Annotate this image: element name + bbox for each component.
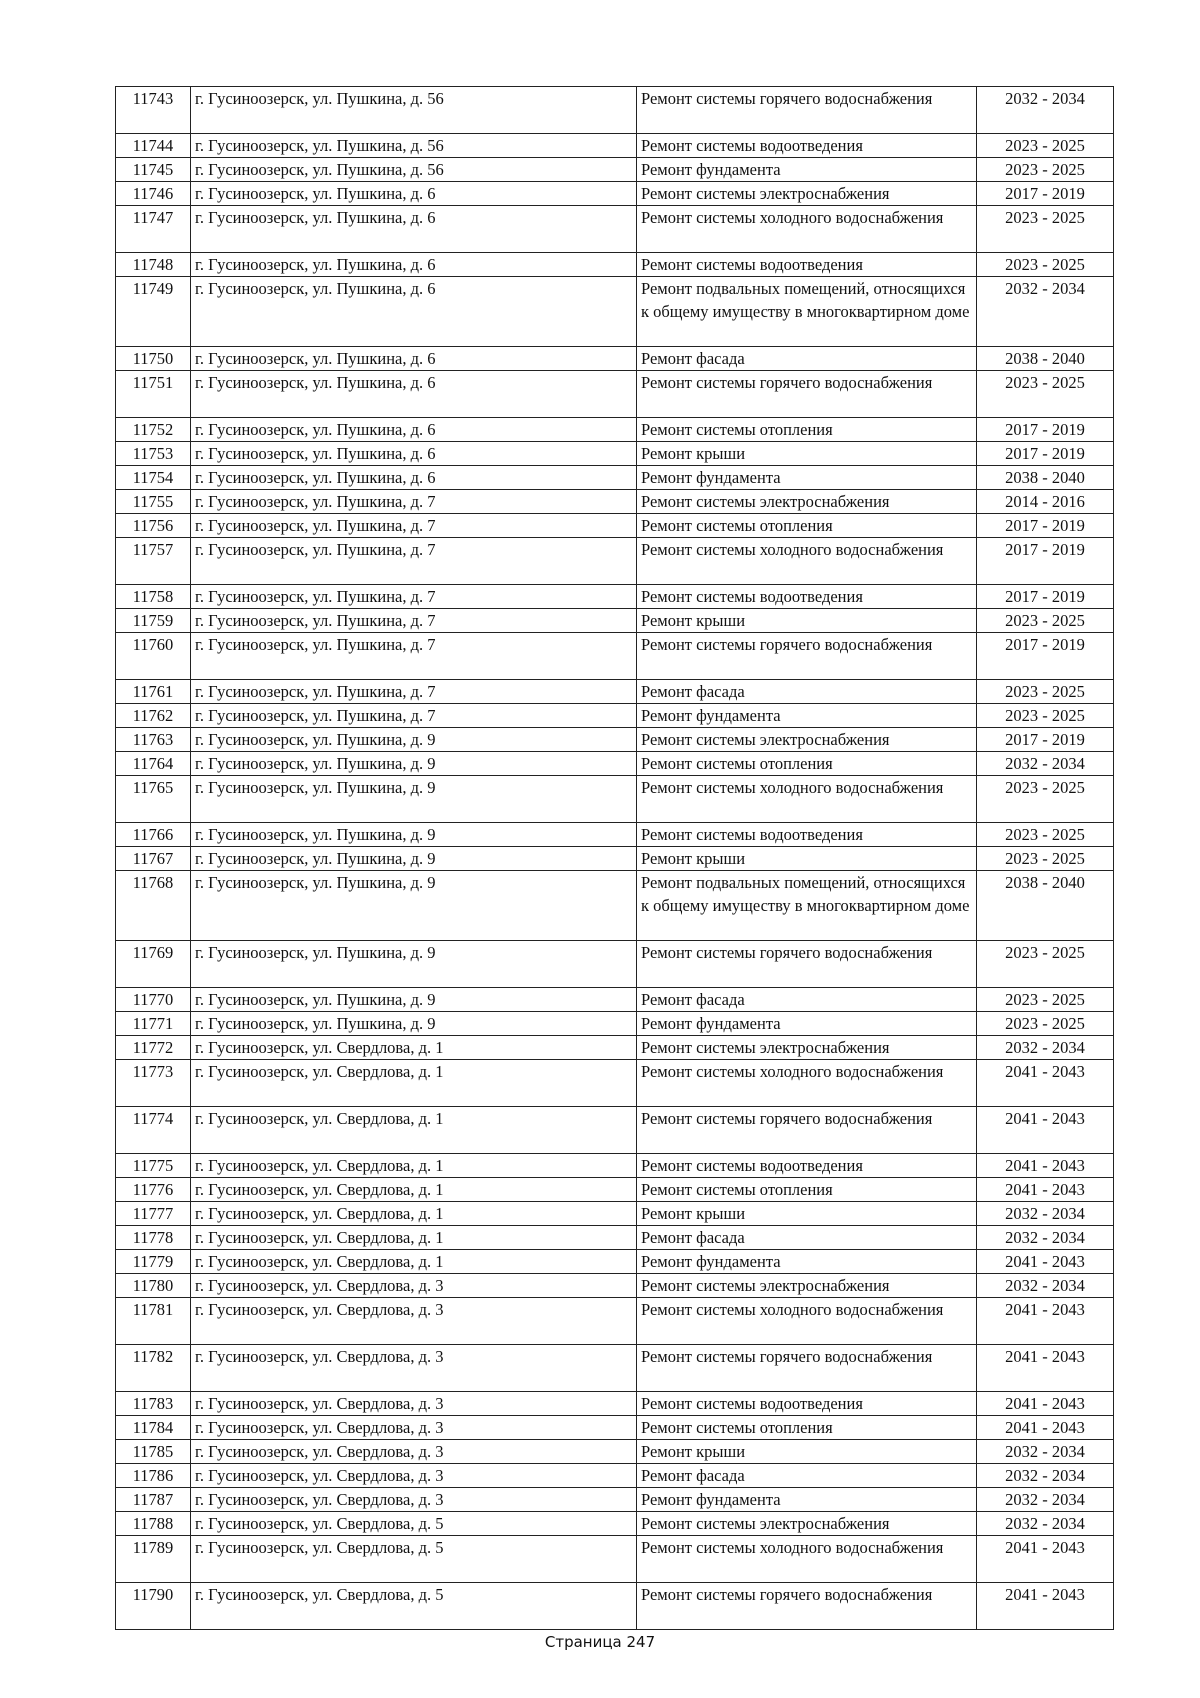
row-number: 11780 xyxy=(116,1274,191,1298)
row-period: 2041 - 2043 xyxy=(977,1536,1114,1583)
row-work-type: Ремонт системы холодного водоснабжения xyxy=(637,1536,977,1583)
row-address: г. Гусиноозерск, ул. Пушкина, д. 9 xyxy=(191,871,637,941)
row-address: г. Гусиноозерск, ул. Пушкина, д. 7 xyxy=(191,585,637,609)
row-address: г. Гусиноозерск, ул. Пушкина, д. 9 xyxy=(191,1012,637,1036)
row-work-type: Ремонт системы отопления xyxy=(637,1416,977,1440)
row-period: 2023 - 2025 xyxy=(977,941,1114,988)
row-period: 2023 - 2025 xyxy=(977,1012,1114,1036)
row-address: г. Гусиноозерск, ул. Пушкина, д. 6 xyxy=(191,466,637,490)
table-row xyxy=(116,1107,1114,1154)
row-period: 2032 - 2034 xyxy=(977,1274,1114,1298)
row-address: г. Гусиноозерск, ул. Пушкина, д. 9 xyxy=(191,941,637,988)
row-period: 2041 - 2043 xyxy=(977,1298,1114,1345)
row-address: г. Гусиноозерск, ул. Пушкина, д. 6 xyxy=(191,253,637,277)
row-number: 11751 xyxy=(116,371,191,418)
row-work-type: Ремонт системы горячего водоснабжения xyxy=(637,1583,977,1630)
table-row xyxy=(116,609,1114,633)
row-work-type: Ремонт фасада xyxy=(637,1226,977,1250)
row-address: г. Гусиноозерск, ул. Пушкина, д. 9 xyxy=(191,823,637,847)
row-number: 11789 xyxy=(116,1536,191,1583)
row-address: г. Гусиноозерск, ул. Свердлова, д. 3 xyxy=(191,1345,637,1392)
row-address: г. Гусиноозерск, ул. Свердлова, д. 3 xyxy=(191,1464,637,1488)
row-period: 2014 - 2016 xyxy=(977,490,1114,514)
row-work-type: Ремонт системы горячего водоснабжения xyxy=(637,941,977,988)
row-work-type: Ремонт крыши xyxy=(637,609,977,633)
row-number: 11746 xyxy=(116,182,191,206)
row-work-type: Ремонт системы электроснабжения xyxy=(637,1274,977,1298)
row-period: 2017 - 2019 xyxy=(977,442,1114,466)
row-work-type: Ремонт системы отопления xyxy=(637,752,977,776)
row-work-type: Ремонт фасада xyxy=(637,347,977,371)
row-work-type: Ремонт фундамента xyxy=(637,1250,977,1274)
row-number: 11757 xyxy=(116,538,191,585)
row-work-type: Ремонт фундамента xyxy=(637,466,977,490)
row-address: г. Гусиноозерск, ул. Пушкина, д. 7 xyxy=(191,633,637,680)
row-number: 11769 xyxy=(116,941,191,988)
row-period: 2023 - 2025 xyxy=(977,158,1114,182)
table-body xyxy=(116,87,1114,1630)
row-period: 2032 - 2034 xyxy=(977,1226,1114,1250)
row-number: 11758 xyxy=(116,585,191,609)
row-number: 11764 xyxy=(116,752,191,776)
row-period: 2032 - 2034 xyxy=(977,1512,1114,1536)
row-number: 11743 xyxy=(116,87,191,134)
row-work-type: Ремонт фундамента xyxy=(637,704,977,728)
row-number: 11761 xyxy=(116,680,191,704)
row-work-type: Ремонт крыши xyxy=(637,1440,977,1464)
row-address: г. Гусиноозерск, ул. Пушкина, д. 7 xyxy=(191,490,637,514)
row-number: 11750 xyxy=(116,347,191,371)
row-number: 11768 xyxy=(116,871,191,941)
table-row xyxy=(116,728,1114,752)
table-row xyxy=(116,585,1114,609)
table-row xyxy=(116,988,1114,1012)
row-address: г. Гусиноозерск, ул. Свердлова, д. 3 xyxy=(191,1440,637,1464)
row-work-type: Ремонт системы горячего водоснабжения xyxy=(637,1107,977,1154)
row-address: г. Гусиноозерск, ул. Свердлова, д. 1 xyxy=(191,1060,637,1107)
row-number: 11749 xyxy=(116,277,191,347)
row-period: 2023 - 2025 xyxy=(977,680,1114,704)
row-number: 11755 xyxy=(116,490,191,514)
row-period: 2032 - 2034 xyxy=(977,1202,1114,1226)
row-work-type: Ремонт крыши xyxy=(637,1202,977,1226)
row-number: 11772 xyxy=(116,1036,191,1060)
row-number: 11776 xyxy=(116,1178,191,1202)
table-row xyxy=(116,776,1114,823)
row-work-type: Ремонт крыши xyxy=(637,442,977,466)
table-row xyxy=(116,1250,1114,1274)
row-address: г. Гусиноозерск, ул. Пушкина, д. 9 xyxy=(191,988,637,1012)
row-address: г. Гусиноозерск, ул. Пушкина, д. 6 xyxy=(191,347,637,371)
table-row xyxy=(116,182,1114,206)
row-period: 2023 - 2025 xyxy=(977,253,1114,277)
row-address: г. Гусиноозерск, ул. Свердлова, д. 1 xyxy=(191,1226,637,1250)
table-row xyxy=(116,1298,1114,1345)
row-period: 2023 - 2025 xyxy=(977,609,1114,633)
row-work-type: Ремонт системы водоотведения xyxy=(637,585,977,609)
row-number: 11788 xyxy=(116,1512,191,1536)
row-address: г. Гусиноозерск, ул. Пушкина, д. 6 xyxy=(191,182,637,206)
table-row xyxy=(116,1536,1114,1583)
row-period: 2017 - 2019 xyxy=(977,182,1114,206)
row-period: 2041 - 2043 xyxy=(977,1250,1114,1274)
row-address: г. Гусиноозерск, ул. Свердлова, д. 5 xyxy=(191,1536,637,1583)
row-work-type: Ремонт фундамента xyxy=(637,158,977,182)
row-address: г. Гусиноозерск, ул. Пушкина, д. 9 xyxy=(191,776,637,823)
table-row xyxy=(116,277,1114,347)
table-row xyxy=(116,1154,1114,1178)
row-period: 2023 - 2025 xyxy=(977,776,1114,823)
row-number: 11747 xyxy=(116,206,191,253)
table-row xyxy=(116,1392,1114,1416)
row-period: 2032 - 2034 xyxy=(977,752,1114,776)
row-address: г. Гусиноозерск, ул. Свердлова, д. 1 xyxy=(191,1202,637,1226)
row-address: г. Гусиноозерск, ул. Свердлова, д. 3 xyxy=(191,1392,637,1416)
table-row xyxy=(116,1202,1114,1226)
row-number: 11770 xyxy=(116,988,191,1012)
row-number: 11767 xyxy=(116,847,191,871)
row-work-type: Ремонт системы отопления xyxy=(637,514,977,538)
row-number: 11790 xyxy=(116,1583,191,1630)
row-number: 11773 xyxy=(116,1060,191,1107)
table-row xyxy=(116,704,1114,728)
row-period: 2032 - 2034 xyxy=(977,1488,1114,1512)
table-row xyxy=(116,941,1114,988)
row-period: 2023 - 2025 xyxy=(977,823,1114,847)
row-work-type: Ремонт системы водоотведения xyxy=(637,1392,977,1416)
table-row xyxy=(116,1583,1114,1630)
row-number: 11784 xyxy=(116,1416,191,1440)
row-work-type: Ремонт системы горячего водоснабжения xyxy=(637,633,977,680)
row-number: 11744 xyxy=(116,134,191,158)
row-address: г. Гусиноозерск, ул. Пушкина, д. 7 xyxy=(191,514,637,538)
row-period: 2041 - 2043 xyxy=(977,1154,1114,1178)
row-period: 2038 - 2040 xyxy=(977,466,1114,490)
row-address: г. Гусиноозерск, ул. Свердлова, д. 1 xyxy=(191,1107,637,1154)
row-work-type: Ремонт системы водоотведения xyxy=(637,134,977,158)
row-work-type: Ремонт подвальных помещений, относящихся к общему имуществу в многоквартирном доме xyxy=(637,277,977,347)
table-row xyxy=(116,1416,1114,1440)
row-work-type: Ремонт системы электроснабжения xyxy=(637,182,977,206)
row-work-type: Ремонт фасада xyxy=(637,988,977,1012)
table-row xyxy=(116,1512,1114,1536)
row-work-type: Ремонт фасада xyxy=(637,680,977,704)
table-row xyxy=(116,514,1114,538)
row-work-type: Ремонт фундамента xyxy=(637,1488,977,1512)
row-work-type: Ремонт подвальных помещений, относящихся к общему имуществу в многоквартирном доме xyxy=(637,871,977,941)
table-row xyxy=(116,680,1114,704)
table-row xyxy=(116,823,1114,847)
row-address: г. Гусиноозерск, ул. Пушкина, д. 6 xyxy=(191,371,637,418)
table-row xyxy=(116,1440,1114,1464)
table-row xyxy=(116,158,1114,182)
row-number: 11778 xyxy=(116,1226,191,1250)
table-row xyxy=(116,847,1114,871)
row-period: 2032 - 2034 xyxy=(977,277,1114,347)
row-period: 2017 - 2019 xyxy=(977,538,1114,585)
row-address: г. Гусиноозерск, ул. Свердлова, д. 5 xyxy=(191,1512,637,1536)
row-work-type: Ремонт системы водоотведения xyxy=(637,823,977,847)
row-address: г. Гусиноозерск, ул. Пушкина, д. 7 xyxy=(191,538,637,585)
table-row xyxy=(116,1464,1114,1488)
table-row xyxy=(116,871,1114,941)
table-row xyxy=(116,253,1114,277)
row-address: г. Гусиноозерск, ул. Свердлова, д. 3 xyxy=(191,1416,637,1440)
table-row xyxy=(116,1274,1114,1298)
row-period: 2017 - 2019 xyxy=(977,418,1114,442)
row-period: 2023 - 2025 xyxy=(977,704,1114,728)
row-address: г. Гусиноозерск, ул. Пушкина, д. 9 xyxy=(191,728,637,752)
row-period: 2023 - 2025 xyxy=(977,847,1114,871)
table-row xyxy=(116,1345,1114,1392)
table-row xyxy=(116,752,1114,776)
row-number: 11787 xyxy=(116,1488,191,1512)
row-period: 2032 - 2034 xyxy=(977,1464,1114,1488)
row-work-type: Ремонт фундамента xyxy=(637,1012,977,1036)
row-work-type: Ремонт системы холодного водоснабжения xyxy=(637,538,977,585)
row-number: 11766 xyxy=(116,823,191,847)
row-period: 2032 - 2034 xyxy=(977,1036,1114,1060)
row-work-type: Ремонт системы отопления xyxy=(637,1178,977,1202)
row-work-type: Ремонт системы холодного водоснабжения xyxy=(637,206,977,253)
row-period: 2023 - 2025 xyxy=(977,206,1114,253)
table-row xyxy=(116,442,1114,466)
table-row xyxy=(116,1036,1114,1060)
row-address: г. Гусиноозерск, ул. Пушкина, д. 7 xyxy=(191,704,637,728)
row-address: г. Гусиноозерск, ул. Пушкина, д. 7 xyxy=(191,609,637,633)
row-period: 2038 - 2040 xyxy=(977,871,1114,941)
row-work-type: Ремонт системы электроснабжения xyxy=(637,1512,977,1536)
row-address: г. Гусиноозерск, ул. Свердлова, д. 1 xyxy=(191,1154,637,1178)
row-address: г. Гусиноозерск, ул. Пушкина, д. 6 xyxy=(191,442,637,466)
row-address: г. Гусиноозерск, ул. Пушкина, д. 6 xyxy=(191,418,637,442)
row-period: 2038 - 2040 xyxy=(977,347,1114,371)
row-number: 11774 xyxy=(116,1107,191,1154)
table-row xyxy=(116,418,1114,442)
row-number: 11765 xyxy=(116,776,191,823)
row-period: 2041 - 2043 xyxy=(977,1345,1114,1392)
row-number: 11756 xyxy=(116,514,191,538)
row-number: 11760 xyxy=(116,633,191,680)
row-address: г. Гусиноозерск, ул. Свердлова, д. 3 xyxy=(191,1488,637,1512)
table-row xyxy=(116,1178,1114,1202)
row-work-type: Ремонт системы электроснабжения xyxy=(637,728,977,752)
row-work-type: Ремонт системы электроснабжения xyxy=(637,1036,977,1060)
row-address: г. Гусиноозерск, ул. Пушкина, д. 56 xyxy=(191,158,637,182)
row-period: 2032 - 2034 xyxy=(977,87,1114,134)
row-period: 2041 - 2043 xyxy=(977,1178,1114,1202)
row-period: 2023 - 2025 xyxy=(977,134,1114,158)
row-number: 11781 xyxy=(116,1298,191,1345)
row-number: 11759 xyxy=(116,609,191,633)
row-number: 11785 xyxy=(116,1440,191,1464)
table-row xyxy=(116,87,1114,134)
row-number: 11779 xyxy=(116,1250,191,1274)
row-number: 11752 xyxy=(116,418,191,442)
row-period: 2032 - 2034 xyxy=(977,1440,1114,1464)
repair-schedule-table xyxy=(115,86,1114,1630)
table-row xyxy=(116,1012,1114,1036)
row-work-type: Ремонт системы горячего водоснабжения xyxy=(637,87,977,134)
row-work-type: Ремонт фасада xyxy=(637,1464,977,1488)
row-period: 2017 - 2019 xyxy=(977,585,1114,609)
row-address: г. Гусиноозерск, ул. Свердлова, д. 3 xyxy=(191,1274,637,1298)
row-period: 2017 - 2019 xyxy=(977,728,1114,752)
table-row xyxy=(116,371,1114,418)
row-address: г. Гусиноозерск, ул. Свердлова, д. 1 xyxy=(191,1178,637,1202)
table-row xyxy=(116,1060,1114,1107)
row-address: г. Гусиноозерск, ул. Свердлова, д. 1 xyxy=(191,1036,637,1060)
table-row xyxy=(116,466,1114,490)
row-address: г. Гусиноозерск, ул. Свердлова, д. 5 xyxy=(191,1583,637,1630)
row-number: 11754 xyxy=(116,466,191,490)
row-address: г. Гусиноозерск, ул. Пушкина, д. 56 xyxy=(191,134,637,158)
row-work-type: Ремонт системы электроснабжения xyxy=(637,490,977,514)
row-work-type: Ремонт системы горячего водоснабжения xyxy=(637,371,977,418)
table-row xyxy=(116,633,1114,680)
row-work-type: Ремонт системы водоотведения xyxy=(637,253,977,277)
table-row xyxy=(116,347,1114,371)
table-row xyxy=(116,206,1114,253)
row-number: 11762 xyxy=(116,704,191,728)
row-address: г. Гусиноозерск, ул. Пушкина, д. 56 xyxy=(191,87,637,134)
page-number: Страница 247 xyxy=(544,1633,656,1651)
row-address: г. Гусиноозерск, ул. Пушкина, д. 9 xyxy=(191,752,637,776)
row-period: 2017 - 2019 xyxy=(977,633,1114,680)
row-number: 11783 xyxy=(116,1392,191,1416)
row-number: 11745 xyxy=(116,158,191,182)
row-address: г. Гусиноозерск, ул. Пушкина, д. 6 xyxy=(191,277,637,347)
row-period: 2041 - 2043 xyxy=(977,1392,1114,1416)
table-row xyxy=(116,1226,1114,1250)
row-number: 11753 xyxy=(116,442,191,466)
row-number: 11771 xyxy=(116,1012,191,1036)
row-address: г. Гусиноозерск, ул. Свердлова, д. 1 xyxy=(191,1250,637,1274)
row-number: 11748 xyxy=(116,253,191,277)
row-work-type: Ремонт системы горячего водоснабжения xyxy=(637,1345,977,1392)
row-address: г. Гусиноозерск, ул. Пушкина, д. 6 xyxy=(191,206,637,253)
table-row xyxy=(116,538,1114,585)
row-number: 11786 xyxy=(116,1464,191,1488)
row-period: 2041 - 2043 xyxy=(977,1060,1114,1107)
row-address: г. Гусиноозерск, ул. Свердлова, д. 3 xyxy=(191,1298,637,1345)
row-number: 11775 xyxy=(116,1154,191,1178)
table-row xyxy=(116,134,1114,158)
table-row xyxy=(116,1488,1114,1512)
row-period: 2017 - 2019 xyxy=(977,514,1114,538)
row-number: 11777 xyxy=(116,1202,191,1226)
row-period: 2041 - 2043 xyxy=(977,1416,1114,1440)
row-number: 11782 xyxy=(116,1345,191,1392)
row-work-type: Ремонт системы отопления xyxy=(637,418,977,442)
row-period: 2041 - 2043 xyxy=(977,1107,1114,1154)
row-address: г. Гусиноозерск, ул. Пушкина, д. 7 xyxy=(191,680,637,704)
row-address: г. Гусиноозерск, ул. Пушкина, д. 9 xyxy=(191,847,637,871)
table-row xyxy=(116,490,1114,514)
row-work-type: Ремонт системы водоотведения xyxy=(637,1154,977,1178)
row-work-type: Ремонт крыши xyxy=(637,847,977,871)
row-work-type: Ремонт системы холодного водоснабжения xyxy=(637,1298,977,1345)
row-work-type: Ремонт системы холодного водоснабжения xyxy=(637,776,977,823)
row-number: 11763 xyxy=(116,728,191,752)
row-period: 2041 - 2043 xyxy=(977,1583,1114,1630)
row-work-type: Ремонт системы холодного водоснабжения xyxy=(637,1060,977,1107)
row-period: 2023 - 2025 xyxy=(977,371,1114,418)
row-period: 2023 - 2025 xyxy=(977,988,1114,1012)
